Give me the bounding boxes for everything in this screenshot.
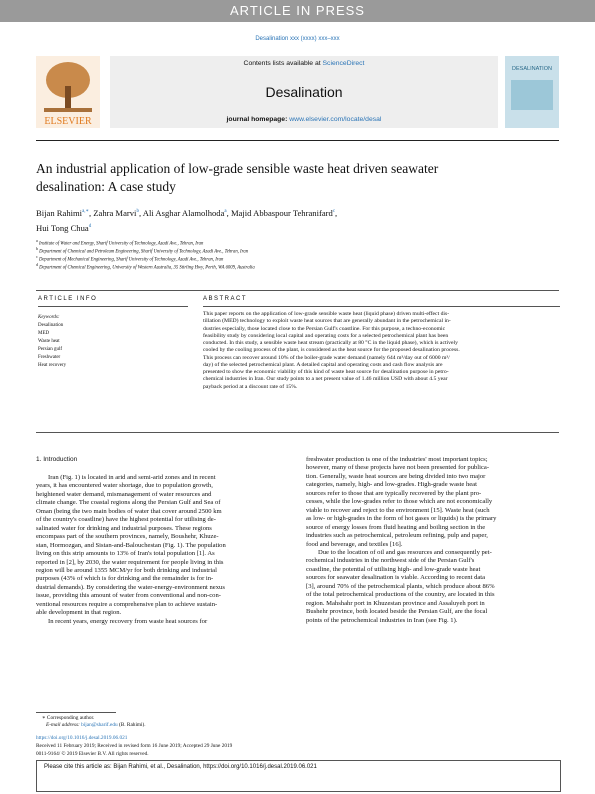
body-line: Iran (Fig. 1) is located in arid and semi-arid zones and in recent xyxy=(48,474,216,481)
body-line: rochemical industries in the northwest side of the Persian Gulf's xyxy=(306,557,475,565)
body-line: climate change. The coastal regions along the Persian Gulf and Sea of xyxy=(36,499,221,507)
abstract-line: This paper reports on the application of low-grade sensible waste heat (liquid phase) driven multi-effect dis- xyxy=(203,311,450,317)
body-line: dustrial demands). By considering the water-energy-environment nexus xyxy=(36,583,225,591)
abstract-line: day) of the selected petrochemical plant. A detailed capital and operating costs and cash flow analysis are xyxy=(203,361,443,368)
abstract-text xyxy=(203,311,560,391)
doi-link[interactable]: https://doi.org/10.1016/j.desal.2019.06.021 xyxy=(36,735,128,741)
body-line: [3], around 70% of the petrochemical plants, which produce about 86% xyxy=(306,582,495,590)
body-line: coastline, the potential of utilising high- and low-grade waste heat xyxy=(306,565,481,573)
keywords-label: Keywords: xyxy=(38,315,60,320)
keyword: Persian gulf xyxy=(38,347,63,352)
body-line: Oman (being the two main bodies of water that cover around 2500 km xyxy=(36,507,222,515)
keyword: Waste heat xyxy=(38,339,60,344)
abstract-label: ABSTRACT xyxy=(203,296,248,302)
body-line: stan, Hormozgan, and Sistan-and-Balouchestan (Fig. 1). The population xyxy=(36,541,226,549)
author[interactable]: Bijan Rahimi$^{a,∗}$ xyxy=(36,207,89,218)
body-line: freshwater production is one of the industries' most important topics; xyxy=(306,456,488,463)
body-line: however, many of these projects have not been presented for publica- xyxy=(306,464,490,472)
keyword: Freshwater xyxy=(38,355,61,360)
body-column-left xyxy=(36,474,291,626)
body-line: ventional resources require a comprehensive plan to achieve sustain- xyxy=(36,600,218,608)
abstract-end-rule xyxy=(36,432,559,433)
author[interactable]: Majid Abbaspour Tehranifard$^c$ xyxy=(230,207,336,218)
journal-reference[interactable]: Desalination xxx (xxxx) xxx–xxx xyxy=(255,36,340,42)
body-line: source of energy losses from fluid heating and boiling section in the xyxy=(306,523,486,531)
affiliation: $^a$ Institute of Water and Energy, Sharif University of Technology, Azadi Ave., Tehran, Iran xyxy=(36,238,204,247)
abstract-line: tillation (MED) technology to exploit waste heat sources that are generally abundant in the petrochemical in- xyxy=(203,318,451,325)
body-line: categories, namely, high- and low-grades. High-grade waste heat xyxy=(306,481,477,489)
contents-availability xyxy=(110,60,498,67)
abstract-rule xyxy=(203,306,560,307)
journal-cover-icon xyxy=(505,56,559,128)
keyword: Heat recovery xyxy=(38,363,67,368)
abstract-line: chemical industries in Iran. Our study points to a net present value of 1.46 million USD with about 4.5 year xyxy=(203,376,448,383)
abstract-line: payback period at a discount rate of 15%. xyxy=(203,383,298,390)
body-line: issue, providing this amount of water from conventional and non-con- xyxy=(36,592,221,600)
body-line: sources refer to those that are typically recovered by the plant pro- xyxy=(306,489,482,497)
body-line: industries such as petrochemical, petroleum refining, pulp and paper, xyxy=(306,532,488,540)
affiliation: $^d$ Department of Chemical Engineering, University of Western Australia, 35 Stirling Hwy, Perth, WA 6009, Australia xyxy=(36,262,255,271)
body-column-right xyxy=(306,456,561,625)
body-line: food and beverage, and textiles [16]. xyxy=(306,540,403,548)
journal-title: Desalination xyxy=(265,84,343,100)
author-list: Bijan Rahimi$^{a,∗}$, Zahra Marvi$^b$, Ali Asghar Alamolhoda$^a$, Majid Abbaspour Tehranifard$^c$, Hui Tong Chua$^d$ xyxy=(36,207,338,233)
sciencedirect-link[interactable]: ScienceDirect xyxy=(322,60,365,67)
elsevier-logo xyxy=(36,56,100,128)
footnote-rule xyxy=(36,712,116,713)
abstract-line: cooled by the cooling process of the plant, is considered as the heat source for the proposed desalination process. xyxy=(203,347,460,354)
body-line: salinated water for drinking and industrial purposes. These regions xyxy=(36,524,212,532)
article-title xyxy=(36,160,536,196)
article-in-press-banner: ARTICLE IN PRESS xyxy=(0,0,595,22)
body-line: sources for seawater desalination is viable. According to recent data xyxy=(306,574,486,582)
body-line: of the country's coastline) have the highest potential for utilising de- xyxy=(36,516,216,524)
body-line: points of the petrochemical industries in Iran (see Fig. 1). xyxy=(306,616,458,624)
section-rule xyxy=(36,290,559,291)
body-line: purposes (43% of which is for drinking and the remainder is for in- xyxy=(36,575,214,583)
body-line: Due to the location of oil and gas resources and consequently pet- xyxy=(318,548,492,556)
body-line: reported in [2], by 2030, the water requirement for people living in this xyxy=(36,558,224,566)
abstract-line: presented to show the economic viability of this kind of waste heat source for desalination purpose in petro- xyxy=(203,369,449,375)
body-line: region will be around 1355 MCM/yr for both drinking and industrial xyxy=(36,566,217,574)
body-line: viable to recover and reject to the environment [15]. Waste heat (such xyxy=(306,506,490,514)
corresponding-note: ∗ Corresponding author. xyxy=(42,715,95,721)
email-note: E-mail address: bijan@sharif.edu (B. Rahimi). xyxy=(46,722,146,728)
body-line: tion. Generally, waste heat sources are being divided into two major xyxy=(306,472,486,480)
author[interactable]: Hui Tong Chua$^d$ xyxy=(36,222,92,233)
affiliation: $^b$ Department of Chemical and Petroleum Engineering, Sharif University of Technology, Azadi Ave., Tehran, Iran xyxy=(36,246,249,255)
body-line: years, it has encountered water shortage, due to population growth, xyxy=(36,482,213,490)
body-line: as low- or high-grades in the form of hot gases or liquids) is the primary xyxy=(306,515,497,523)
body-line: of the total petrochemical productions of the country, are located in this xyxy=(306,591,495,599)
body-line: region. Mahshahr port in Khuzestan province and Assaluyeh port in xyxy=(306,599,485,607)
article-info-rule xyxy=(38,306,188,307)
elsevier-tree-icon xyxy=(36,56,100,128)
journal-cover-thumbnail[interactable] xyxy=(505,56,559,128)
header-rule xyxy=(36,140,559,141)
abstract-line: dustries especially, those located close to the Persian Gulf's coastline. For this purpose, a techno-economic xyxy=(203,325,446,332)
publisher-logo-text: ELSEVIER xyxy=(44,116,92,127)
copyright: 0011-9164/ © 2019 Elsevier B.V. All rights reserved. xyxy=(36,751,149,757)
journal-homepage xyxy=(110,116,498,123)
keyword: Desalination xyxy=(38,323,64,328)
received-dates: Received 11 February 2019; Received in revised form 16 June 2019; Accepted 29 June 2019 xyxy=(36,743,233,749)
keyword: MED xyxy=(38,331,50,336)
title-line: desalination: A case study xyxy=(36,179,176,194)
author[interactable]: Zahra Marvi$^b$ xyxy=(93,207,139,218)
body-line: In recent years, energy recovery from waste heat sources for xyxy=(48,617,208,625)
affiliation: $^c$ Department of Mechanical Engineering, Sharif University of Technology, Azadi Ave., Tehran, Iran xyxy=(36,254,224,263)
cover-text: DESALINATION xyxy=(512,66,552,72)
homepage-label: journal homepage: xyxy=(226,116,290,123)
abstract-line: conducted. In this study, a sensible waste heat stream (practically at 80 °C in the liquid phase), which is actively xyxy=(203,340,458,346)
contents-prefix: Contents lists available at xyxy=(243,60,323,67)
body-line: Bushehr province, both located beside the Persian Gulf, are the focal xyxy=(306,608,488,616)
body-line: living on this strip amounts to 13% of Iran's total population [1]. As xyxy=(36,550,215,558)
email-link[interactable]: bijan@sharif.edu xyxy=(81,722,118,728)
abstract-line: This process can recover around 10% of the boiler-grade water demand (namely 644 m³/day out of 6000 m³/ xyxy=(203,354,450,361)
body-line: heightened water demand, mismanagement of water resources and xyxy=(36,490,212,498)
abstract-line: feasibility study by considering local capital and operating costs for a selected petrochemical plant has been xyxy=(203,332,449,339)
article-info-label: ARTICLE INFO xyxy=(38,296,98,302)
body-line: able development in that region. xyxy=(36,609,122,617)
title-line: An industrial application of low-grade sensible waste heat driven seawater xyxy=(36,161,439,176)
author[interactable]: Ali Asghar Alamolhoda$^a$ xyxy=(142,207,227,218)
body-line: cesses, while the low-grades refer to those which are not economically xyxy=(306,498,493,506)
homepage-link[interactable]: www.elsevier.com/locate/desal xyxy=(289,116,382,123)
section-heading: 1. Introduction xyxy=(36,456,78,463)
citation-text: Please cite this article as: Bijan Rahimi, et al., Desalination, https://doi.org/10.1016/j.desal.2019.06.021 xyxy=(44,764,317,770)
body-line: encompass part of the southern provinces, namely, Boushehr, Khuze- xyxy=(36,533,219,541)
